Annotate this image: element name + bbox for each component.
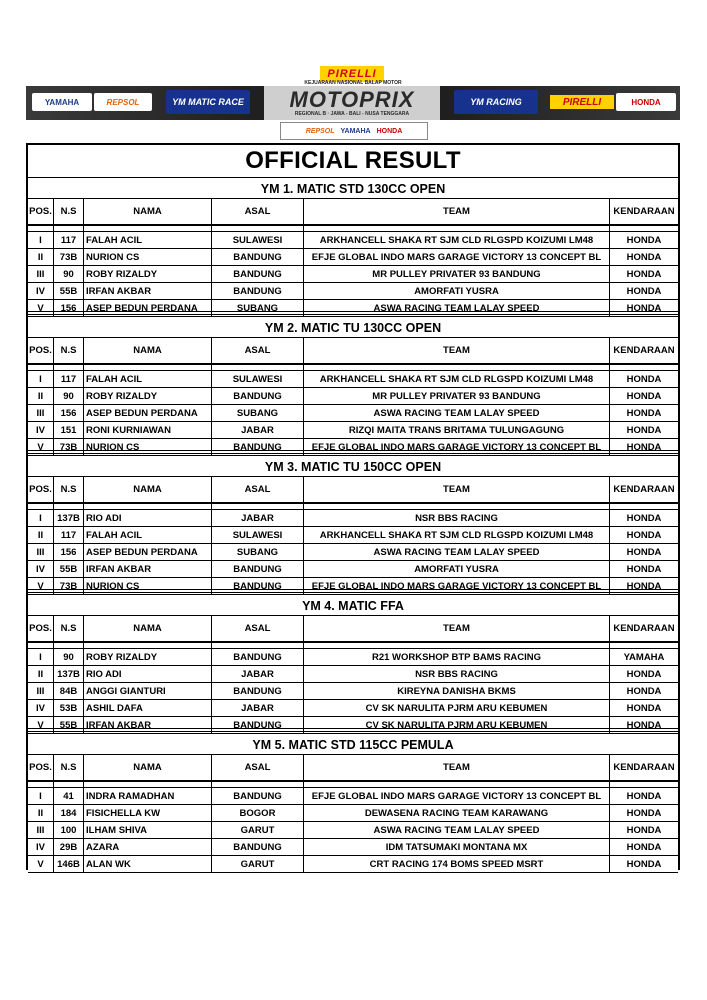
cell-kendaraan: HONDA (610, 510, 678, 527)
table-row (28, 232, 678, 249)
cell-asal: BANDUNG (212, 266, 304, 283)
cell-team: ARKHANCELL SHAKA RT SJM CLD RLGSPD KOIZUMI LM48 (304, 527, 610, 544)
cell-asal: SUBANG (212, 300, 304, 317)
cell-kendaraan: HONDA (610, 283, 678, 300)
column-header-pos: POS. (28, 338, 54, 365)
cell-asal: BOGOR (212, 805, 304, 822)
column-header-kendaraan: KENDARAAN (610, 477, 678, 504)
cell-ns: 90 (54, 649, 84, 666)
table-row (28, 561, 678, 578)
cell-team: AMORFATI YUSRA (304, 283, 610, 300)
column-header-asal: ASAL (212, 477, 304, 504)
column-header-nama: NAMA (84, 338, 212, 365)
cell-nama: INDRA RAMADHAN (84, 788, 212, 805)
cell-kendaraan: HONDA (610, 822, 678, 839)
column-header-team: TEAM (304, 755, 610, 782)
cell-kendaraan: HONDA (610, 527, 678, 544)
cell-kendaraan: HONDA (610, 805, 678, 822)
category-title: YM 3. MATIC TU 150CC OPEN (28, 455, 678, 477)
cell-asal: SULAWESI (212, 371, 304, 388)
cell-asal: BANDUNG (212, 717, 304, 734)
category-title: YM 1. MATIC STD 130CC OPEN (28, 177, 678, 199)
cell-team: MR PULLEY PRIVATER 93 BANDUNG (304, 266, 610, 283)
cell-team: ARKHANCELL SHAKA RT SJM CLD RLGSPD KOIZUMI LM48 (304, 371, 610, 388)
cell-asal: BANDUNG (212, 439, 304, 456)
cell-nama: ALAN WK (84, 856, 212, 873)
pirelli-logo: PIRELLI (320, 66, 384, 82)
cell-ns: 73B (54, 439, 84, 456)
column-header-team: TEAM (304, 616, 610, 643)
table-header-row (28, 755, 678, 782)
cell-nama: FALAH ACIL (84, 232, 212, 249)
cell-kendaraan: HONDA (610, 266, 678, 283)
cell-pos: IV (28, 561, 54, 578)
cell-kendaraan: HONDA (610, 700, 678, 717)
cell-asal: BANDUNG (212, 561, 304, 578)
column-header-asal: ASAL (212, 338, 304, 365)
cell-nama: ROBY RIZALDY (84, 649, 212, 666)
cell-kendaraan: HONDA (610, 578, 678, 595)
table-row (28, 510, 678, 527)
cell-ns: 117 (54, 232, 84, 249)
cell-asal: GARUT (212, 822, 304, 839)
cell-team: MR PULLEY PRIVATER 93 BANDUNG (304, 388, 610, 405)
table-header-row (28, 477, 678, 504)
cell-asal: BANDUNG (212, 788, 304, 805)
table-row (28, 249, 678, 266)
column-header-kendaraan: KENDARAAN (610, 755, 678, 782)
cell-asal: BANDUNG (212, 388, 304, 405)
table-row (28, 683, 678, 700)
cell-team: EFJE GLOBAL INDO MARS GARAGE VICTORY 13 CONCEPT BL (304, 788, 610, 805)
column-header-ns: N.S (54, 338, 84, 365)
cell-pos: IV (28, 422, 54, 439)
cell-ns: 55B (54, 283, 84, 300)
cell-pos: III (28, 822, 54, 839)
cell-team: EFJE GLOBAL INDO MARS GARAGE VICTORY 13 CONCEPT BL (304, 578, 610, 595)
results-table (28, 199, 678, 317)
cell-ns: 29B (54, 839, 84, 856)
cell-team: ASWA RACING TEAM LALAY SPEED (304, 544, 610, 561)
column-header-ns: N.S (54, 755, 84, 782)
cell-kendaraan: HONDA (610, 232, 678, 249)
column-header-asal: ASAL (212, 616, 304, 643)
category-separator (28, 728, 678, 732)
table-row (28, 266, 678, 283)
cell-pos: III (28, 266, 54, 283)
cell-kendaraan: HONDA (610, 856, 678, 873)
results-table (28, 755, 678, 873)
cell-nama: ASEP BEDUN PERDANA (84, 405, 212, 422)
table-header-row (28, 199, 678, 226)
column-header-kendaraan: KENDARAAN (610, 338, 678, 365)
table-row (28, 649, 678, 666)
cell-pos: I (28, 371, 54, 388)
table-row (28, 822, 678, 839)
cell-team: EFJE GLOBAL INDO MARS GARAGE VICTORY 13 CONCEPT BL (304, 439, 610, 456)
cell-team: IDM TATSUMAKI MONTANA MX (304, 839, 610, 856)
cell-ns: 73B (54, 249, 84, 266)
table-header-row (28, 616, 678, 643)
cell-nama: ROBY RIZALDY (84, 388, 212, 405)
cell-ns: 55B (54, 717, 84, 734)
cell-kendaraan: HONDA (610, 839, 678, 856)
column-header-ns: N.S (54, 616, 84, 643)
cell-pos: V (28, 856, 54, 873)
table-row (28, 856, 678, 873)
cell-team: ARKHANCELL SHAKA RT SJM CLD RLGSPD KOIZUMI LM48 (304, 232, 610, 249)
cell-nama: FALAH ACIL (84, 527, 212, 544)
cell-nama: RONI KURNIAWAN (84, 422, 212, 439)
category-separator (28, 311, 678, 315)
cell-kendaraan: HONDA (610, 788, 678, 805)
cell-asal: BANDUNG (212, 839, 304, 856)
cell-pos: III (28, 544, 54, 561)
cell-ns: 90 (54, 388, 84, 405)
cell-ns: 90 (54, 266, 84, 283)
category-separator (28, 450, 678, 454)
cell-kendaraan: HONDA (610, 249, 678, 266)
table-row (28, 283, 678, 300)
cell-nama: IRFAN AKBAR (84, 283, 212, 300)
cell-nama: NURION CS (84, 439, 212, 456)
cell-nama: ASEP BEDUN PERDANA (84, 544, 212, 561)
cell-asal: JABAR (212, 422, 304, 439)
column-header-team: TEAM (304, 477, 610, 504)
repsol-logo: REPSOL (94, 93, 152, 111)
cell-team: ASWA RACING TEAM LALAY SPEED (304, 822, 610, 839)
cell-team: AMORFATI YUSRA (304, 561, 610, 578)
table-row (28, 666, 678, 683)
cell-asal: JABAR (212, 666, 304, 683)
cell-ns: 151 (54, 422, 84, 439)
cell-ns: 184 (54, 805, 84, 822)
cell-kendaraan: HONDA (610, 371, 678, 388)
sponsor-logos-strip (280, 122, 428, 140)
cell-nama: ILHAM SHIVA (84, 822, 212, 839)
cell-pos: V (28, 300, 54, 317)
cell-ns: 53B (54, 700, 84, 717)
cell-nama: FISICHELLA KW (84, 805, 212, 822)
cell-pos: II (28, 388, 54, 405)
category-title: YM 4. MATIC FFA (28, 594, 678, 616)
cell-asal: BANDUNG (212, 578, 304, 595)
cell-asal: JABAR (212, 510, 304, 527)
cell-nama: ASEP BEDUN PERDANA (84, 300, 212, 317)
cell-team: ASWA RACING TEAM LALAY SPEED (304, 300, 610, 317)
cell-ns: 117 (54, 527, 84, 544)
cell-pos: II (28, 805, 54, 822)
results-table (28, 477, 678, 595)
honda-logo: HONDA (616, 93, 676, 111)
cell-pos: III (28, 683, 54, 700)
cell-pos: I (28, 649, 54, 666)
yamaha-logo-small: YAMAHA (340, 127, 371, 135)
official-result-sheet (26, 143, 680, 870)
cell-kendaraan: HONDA (610, 439, 678, 456)
cell-pos: IV (28, 283, 54, 300)
cell-nama: IRFAN AKBAR (84, 561, 212, 578)
page-title: OFFICIAL RESULT (245, 147, 461, 174)
cell-pos: IV (28, 700, 54, 717)
cell-kendaraan: HONDA (610, 422, 678, 439)
cell-asal: SULAWESI (212, 232, 304, 249)
column-header-team: TEAM (304, 338, 610, 365)
results-table (28, 338, 678, 456)
cell-asal: SUBANG (212, 405, 304, 422)
cell-kendaraan: HONDA (610, 544, 678, 561)
cell-kendaraan: HONDA (610, 388, 678, 405)
cell-asal: BANDUNG (212, 283, 304, 300)
cell-asal: GARUT (212, 856, 304, 873)
column-header-team: TEAM (304, 199, 610, 226)
ym-matic-race-logo: YM MATIC RACE (166, 90, 250, 114)
cell-pos: V (28, 717, 54, 734)
cell-nama: FALAH ACIL (84, 371, 212, 388)
cell-pos: V (28, 439, 54, 456)
table-row (28, 371, 678, 388)
table-row (28, 422, 678, 439)
cell-kendaraan: HONDA (610, 300, 678, 317)
cell-asal: JABAR (212, 700, 304, 717)
cell-team: CRT RACING 174 BOMS SPEED MSRT (304, 856, 610, 873)
cell-asal: SULAWESI (212, 527, 304, 544)
column-header-nama: NAMA (84, 477, 212, 504)
cell-ns: 41 (54, 788, 84, 805)
cell-ns: 55B (54, 561, 84, 578)
pirelli-logo-right: PIRELLI (550, 95, 614, 109)
cell-team: CV SK NARULITA PJRM ARU KEBUMEN (304, 700, 610, 717)
cell-ns: 156 (54, 300, 84, 317)
cell-asal: BANDUNG (212, 683, 304, 700)
table-row (28, 544, 678, 561)
repsol-logo-small: REPSOL (305, 127, 335, 135)
column-header-pos: POS. (28, 199, 54, 226)
cell-pos: III (28, 405, 54, 422)
cell-pos: II (28, 527, 54, 544)
cell-nama: ROBY RIZALDY (84, 266, 212, 283)
cell-team: NSR BBS RACING (304, 666, 610, 683)
column-header-pos: POS. (28, 755, 54, 782)
cell-team: RIZQI MAITA TRANS BRITAMA TULUNGAGUNG (304, 422, 610, 439)
column-header-kendaraan: KENDARAAN (610, 199, 678, 226)
cell-kendaraan: HONDA (610, 666, 678, 683)
cell-kendaraan: HONDA (610, 717, 678, 734)
cell-asal: SUBANG (212, 544, 304, 561)
cell-nama: ASHIL DAFA (84, 700, 212, 717)
cell-nama: ANGGI GIANTURI (84, 683, 212, 700)
cell-ns: 84B (54, 683, 84, 700)
motoprix-region: REGIONAL B · JAWA - BALI - NUSA TENGGARA (294, 111, 410, 117)
cell-ns: 137B (54, 666, 84, 683)
cell-pos: II (28, 249, 54, 266)
cell-team: ASWA RACING TEAM LALAY SPEED (304, 405, 610, 422)
column-header-pos: POS. (28, 477, 54, 504)
table-row (28, 405, 678, 422)
cell-kendaraan: YAMAHA (610, 649, 678, 666)
cell-team: DEWASENA RACING TEAM KARAWANG (304, 805, 610, 822)
cell-ns: 100 (54, 822, 84, 839)
category-title: YM 2. MATIC TU 130CC OPEN (28, 316, 678, 338)
table-row (28, 700, 678, 717)
cell-pos: I (28, 510, 54, 527)
cell-team: NSR BBS RACING (304, 510, 610, 527)
cell-pos: V (28, 578, 54, 595)
cell-ns: 156 (54, 405, 84, 422)
column-header-nama: NAMA (84, 755, 212, 782)
cell-ns: 146B (54, 856, 84, 873)
cell-ns: 73B (54, 578, 84, 595)
cell-team: EFJE GLOBAL INDO MARS GARAGE VICTORY 13 CONCEPT BL (304, 249, 610, 266)
motoprix-wordmark: MOTOPRIX (289, 87, 415, 112)
cell-asal: BANDUNG (212, 649, 304, 666)
column-header-nama: NAMA (84, 199, 212, 226)
cell-team: KIREYNA DANISHA BKMS (304, 683, 610, 700)
cell-team: CV SK NARULITA PJRM ARU KEBUMEN (304, 717, 610, 734)
cell-kendaraan: HONDA (610, 683, 678, 700)
cell-kendaraan: HONDA (610, 561, 678, 578)
results-table (28, 616, 678, 734)
ym-racing-logo: YM RACING (454, 90, 538, 114)
cell-ns: 156 (54, 544, 84, 561)
table-row (28, 839, 678, 856)
cell-team: R21 WORKSHOP BTP BAMS RACING (304, 649, 610, 666)
column-header-ns: N.S (54, 477, 84, 504)
motoprix-logo (264, 86, 440, 120)
table-header-row (28, 338, 678, 365)
category-title: YM 5. MATIC STD 115CC PEMULA (28, 733, 678, 755)
cell-nama: AZARA (84, 839, 212, 856)
cell-pos: I (28, 788, 54, 805)
cell-ns: 137B (54, 510, 84, 527)
table-row (28, 805, 678, 822)
honda-logo-small: HONDA (376, 127, 403, 135)
column-header-nama: NAMA (84, 616, 212, 643)
cell-pos: I (28, 232, 54, 249)
category-separator (28, 589, 678, 593)
column-header-asal: ASAL (212, 199, 304, 226)
cell-nama: NURION CS (84, 578, 212, 595)
table-row (28, 527, 678, 544)
column-header-ns: N.S (54, 199, 84, 226)
event-banner (26, 62, 680, 142)
event-tagline: KEJUARAAN NASIONAL BALAP MOTOR (304, 80, 402, 86)
cell-asal: BANDUNG (212, 249, 304, 266)
column-header-pos: POS. (28, 616, 54, 643)
column-header-kendaraan: KENDARAAN (610, 616, 678, 643)
cell-kendaraan: HONDA (610, 405, 678, 422)
cell-nama: IRFAN AKBAR (84, 717, 212, 734)
cell-nama: NURION CS (84, 249, 212, 266)
cell-pos: IV (28, 839, 54, 856)
cell-pos: II (28, 666, 54, 683)
cell-ns: 117 (54, 371, 84, 388)
yamaha-logo: YAMAHA (32, 93, 92, 111)
cell-nama: RIO ADI (84, 666, 212, 683)
cell-nama: RIO ADI (84, 510, 212, 527)
table-row (28, 388, 678, 405)
column-header-asal: ASAL (212, 755, 304, 782)
table-row (28, 788, 678, 805)
